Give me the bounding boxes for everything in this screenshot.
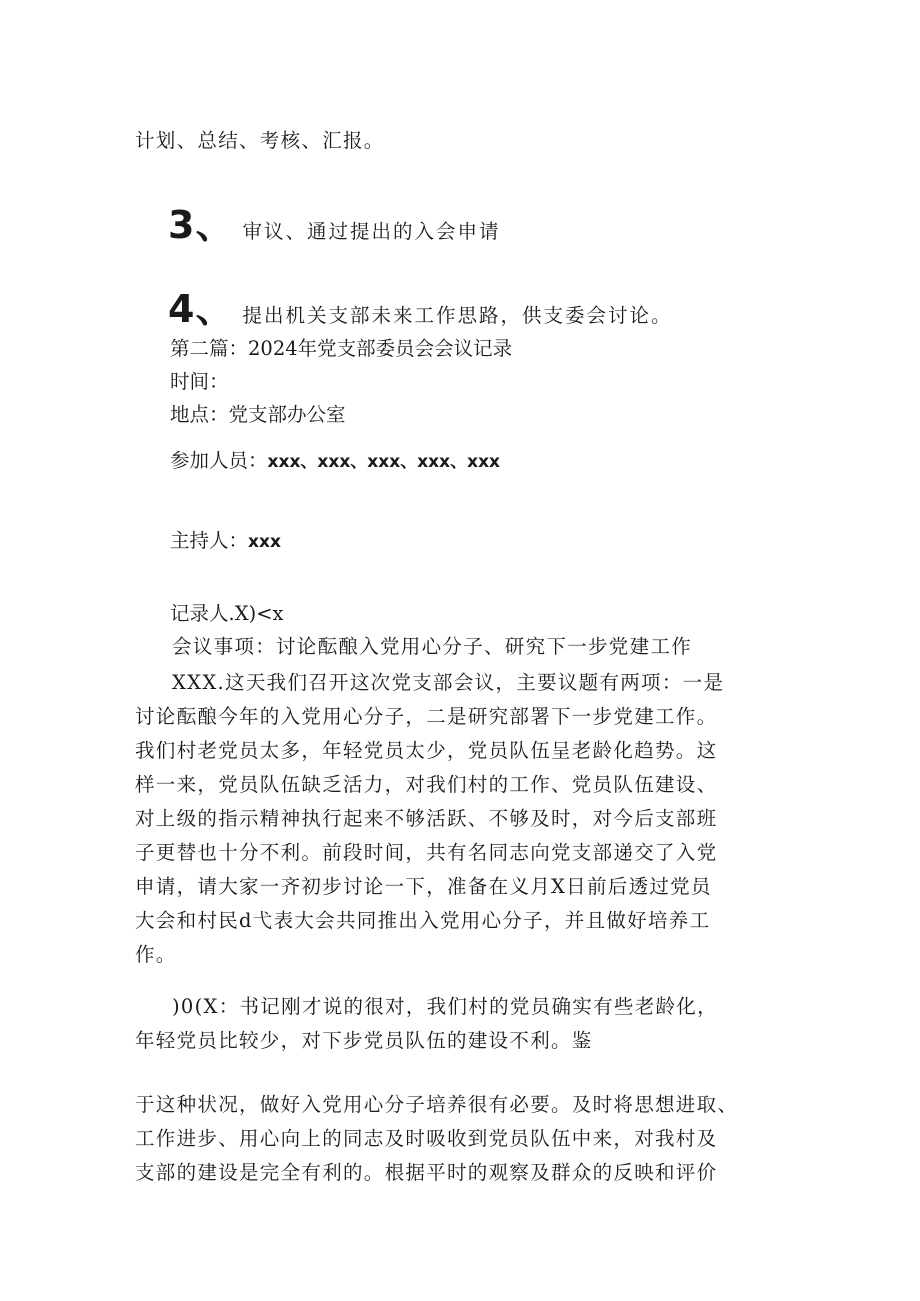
para1-line: XXX.这天我们召开这次党支部会议，主要议题有两项：一是 bbox=[172, 671, 725, 694]
host-line bbox=[170, 531, 281, 551]
para2-line: 年轻党员比较少，对下步党员队伍的建设不利。鉴 bbox=[135, 1029, 593, 1052]
agenda-line: 会议事项：讨论酝酿入党用心分子、研究下一步党建工作 bbox=[172, 635, 693, 658]
para1-line: 子更替也十分不利。前段时间，共有名同志向党支部递交了入党 bbox=[135, 841, 718, 864]
list-item-3 bbox=[168, 203, 501, 247]
host-label: 主持人： bbox=[170, 529, 249, 552]
para3-line: 工作进步、用心向上的同志及时吸收到党员队伍中来，对我村及 bbox=[135, 1127, 718, 1150]
para1-line: 对上级的指示精神执行起来不够活跃、不够及时，对今后支部班 bbox=[135, 807, 718, 830]
list-text: 审议、通过提出的入会申请 bbox=[242, 220, 501, 243]
para1-line: 申请，请大家一齐初步讨论一下，准备在义月X日前后透过党员 bbox=[135, 875, 712, 898]
place-line: 地点：党支部办公室 bbox=[170, 403, 346, 426]
recorder-line: 记录人.X)<x bbox=[170, 602, 284, 625]
list-item-4 bbox=[168, 287, 673, 331]
para1-line: 样一来，党员队伍缺乏活力，对我们村的工作、党员队伍建设、 bbox=[135, 773, 718, 796]
list-text: 提出机关支部未来工作思路，供支委会讨论。 bbox=[242, 304, 673, 327]
para1-line: 我们村老党员太多，年轻党员太少，党员队伍呈老龄化趋势。这 bbox=[135, 739, 718, 762]
host-name: xxx bbox=[248, 532, 281, 552]
time-line: 时间： bbox=[170, 370, 229, 393]
para2-line: )0(X：书记刚才说的很对，我们村的党员确实有些老龄化， bbox=[172, 995, 718, 1018]
para1-line: 大会和村民d弋表大会共同推出入党用心分子，并且做好培养工 bbox=[135, 909, 711, 932]
para1-line: 讨论酝酿今年的入党用心分子，二是研究部署下一步党建工作。 bbox=[135, 705, 718, 728]
para3-line: 于这种状况，做好入党用心分子培养很有必要。及时将思想进取、 bbox=[135, 1093, 739, 1116]
attendees-label: 参加人员： bbox=[170, 449, 268, 472]
attendees-names: xxx、xxx、xxx、xxx、xxx bbox=[267, 452, 500, 472]
para3-line: 支部的建设是完全有利的。根据平时的观察及群众的反映和评价 bbox=[135, 1161, 718, 1184]
attendees-line bbox=[170, 451, 500, 471]
para1-line: 作。 bbox=[135, 943, 177, 966]
section-title: 第二篇：2024年党支部委员会会议记录 bbox=[170, 337, 513, 360]
list-number: 3、 bbox=[168, 203, 235, 247]
list-number: 4、 bbox=[168, 287, 235, 331]
intro-line: 计划、总结、考核、汇报。 bbox=[135, 129, 385, 152]
